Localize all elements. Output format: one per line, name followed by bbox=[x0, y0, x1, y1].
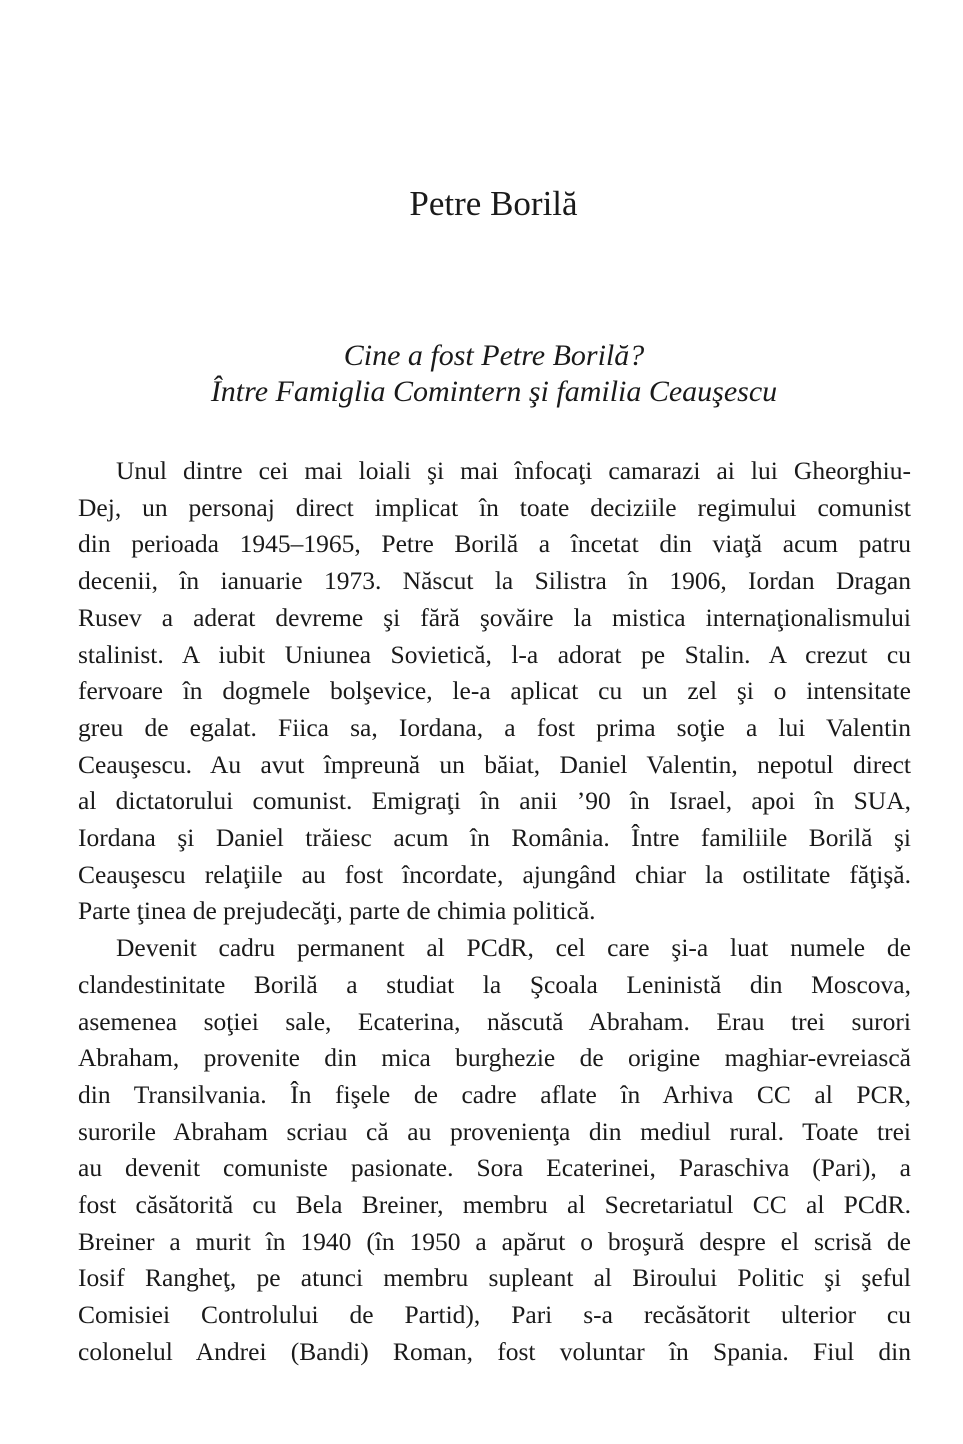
text-line: Comisiei Controlului de Partid), Pari s-a recăsătorit ulterior cu bbox=[78, 1300, 911, 1330]
text-line: Rusev a aderat devreme şi fără şovăire la mistica internaţionalismului bbox=[78, 602, 911, 632]
text-line: Unul dintre cei mai loiali şi mai înfocaţi camarazi ai lui Gheorghiu- bbox=[116, 456, 911, 485]
text-line: decenii, în ianuarie 1973. Născut la Silistra în 1906, Iordan Dragan bbox=[78, 566, 911, 596]
text-line: Iosif Rangheţ, pe atunci membru supleant al Biroului Politic şi şeful bbox=[78, 1263, 911, 1293]
body-text bbox=[78, 453, 911, 1371]
text-line: fost căsătorită cu Bela Breiner, membru al Secretariatul CC al PCdR. bbox=[78, 1190, 911, 1220]
text-line: stalinist. A iubit Uniunea Sovietică, l-a adorat pe Stalin. A crezut cu bbox=[78, 639, 911, 669]
text-line: din Transilvania. În fişele de cadre aflate în Arhiva CC al PCR, bbox=[78, 1079, 911, 1109]
paragraph-1 bbox=[78, 453, 911, 930]
text-line: Iordana şi Daniel trăiesc acum în România. Între familiile Borilă şi bbox=[78, 823, 911, 853]
text-line: asemenea soţiei sale, Ecaterina, născută Abraham. Erau trei surori bbox=[78, 1006, 911, 1036]
section-heading-line-2: Între Famiglia Comintern şi familia Ceauşescu bbox=[210, 375, 778, 408]
text-line: Dej, un personaj direct implicat în toate deciziile regimului comunist bbox=[78, 492, 911, 522]
text-line: Ceauşescu relaţiile au fost încordate, ajungând chiar la ostilitate făţişă. bbox=[78, 859, 911, 889]
text-line: clandestinitate Borilă a studiat la Şcoala Leninistă din Moscova, bbox=[78, 969, 911, 999]
section-heading bbox=[78, 338, 910, 410]
text-line: greu de egalat. Fiica sa, Iordana, a fost prima soţie a lui Valentin bbox=[78, 712, 911, 742]
text-line: au devenit comuniste pasionate. Sora Ecaterinei, Paraschiva (Pari), a bbox=[78, 1153, 911, 1183]
chapter-title: Petre Borilă bbox=[409, 184, 578, 223]
paragraph-2 bbox=[78, 930, 911, 1370]
text-line: Devenit cadru permanent al PCdR, cel care şi-a luat numele de bbox=[116, 933, 911, 963]
text-line: al dictatorului comunist. Emigraţi în anii ’90 în Israel, apoi în SUA, bbox=[78, 786, 911, 816]
text-line: Abraham, provenite din mica burghezie de origine maghiar-evreiască bbox=[78, 1043, 911, 1073]
text-line: Parte ţinea de prejudecăţi, parte de chimia politică. bbox=[78, 896, 596, 926]
text-line: Ceauşescu. Au avut împreună un băiat, Daniel Valentin, nepotul direct bbox=[78, 749, 911, 779]
text-line: fervoare în dogmele bolşevice, le-a aplicat cu un zel şi o intensitate bbox=[78, 676, 911, 706]
text-line: colonelul Andrei (Bandi) Roman, fost voluntar în Spania. Fiul din bbox=[78, 1336, 911, 1366]
section-heading-line-1: Cine a fost Petre Borilă? bbox=[343, 339, 645, 372]
text-line: Breiner a murit în 1940 (în 1950 a apărut o broşură despre el scrisă de bbox=[78, 1226, 911, 1256]
text-line: din perioada 1945–1965, Petre Borilă a încetat din viaţă acum patru bbox=[78, 529, 911, 559]
text-line: surorile Abraham scriau că au provenienţa din mediul rural. Toate trei bbox=[78, 1116, 911, 1146]
